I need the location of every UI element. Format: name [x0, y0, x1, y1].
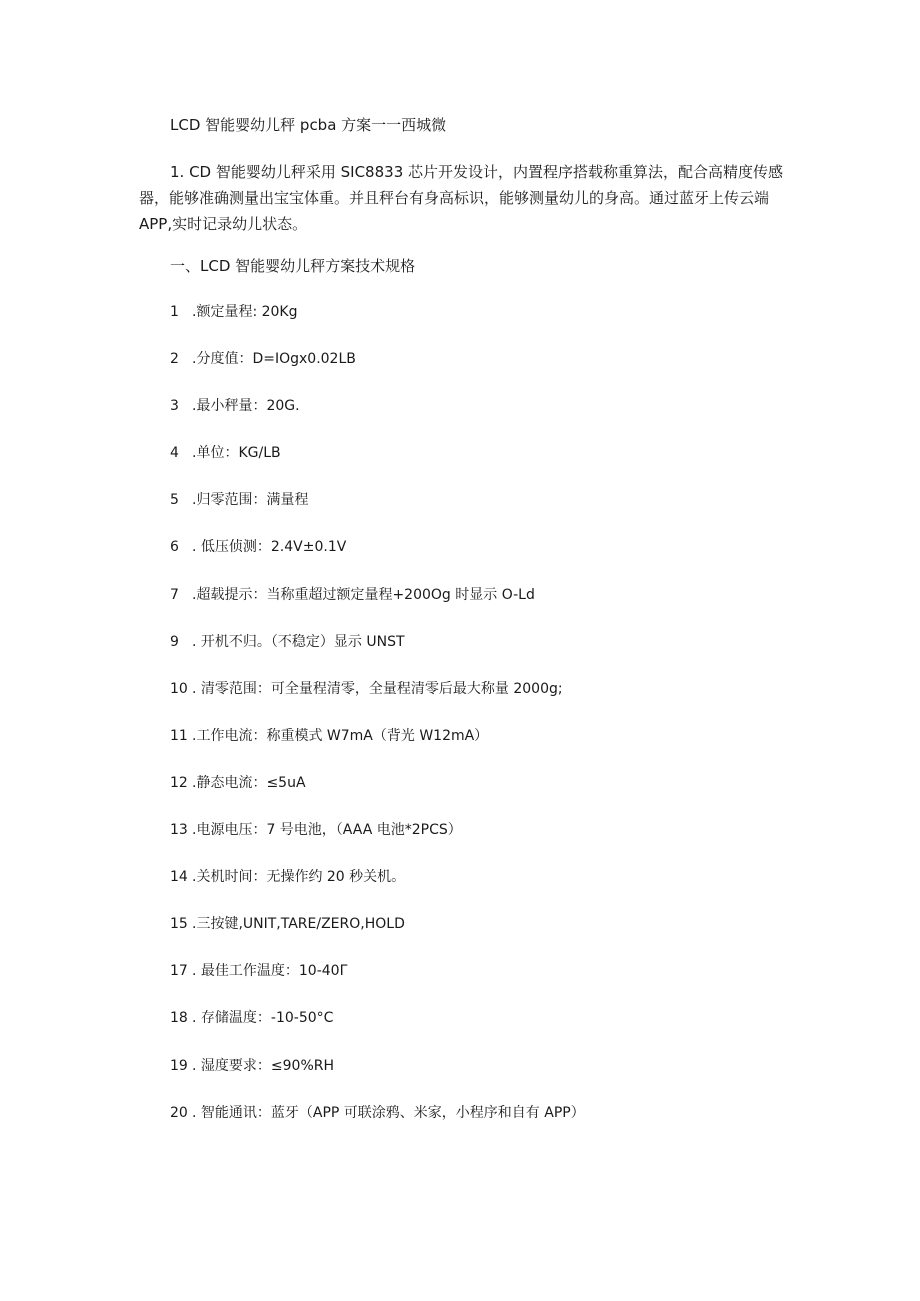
spec-number: 4 — [170, 445, 179, 462]
spec-number: 1 — [170, 304, 179, 320]
spec-item — [170, 1102, 585, 1149]
spec-item — [170, 395, 585, 442]
document-title: LCD 智能婴幼儿秤 pcba 方案一一西城微 — [170, 116, 447, 134]
spec-item — [170, 442, 585, 489]
spec-number: 20 — [170, 1104, 188, 1121]
spec-number: 18 — [170, 1010, 188, 1027]
spec-text: .单位：KG/LB — [192, 445, 281, 462]
spec-number: 11 — [170, 727, 188, 744]
spec-item — [170, 489, 585, 536]
spec-number: 10 — [170, 680, 188, 697]
spec-text: .静态电流：≤5uA — [192, 774, 306, 791]
spec-text: .工作电流：称重模式 W7mA（背光 W12mA） — [192, 727, 489, 744]
spec-item — [170, 1055, 585, 1102]
spec-item — [170, 866, 585, 913]
spec-text: .超载提示：当称重超过额定量程+200Og 时显示 O-Ld — [192, 586, 535, 603]
spec-item — [170, 913, 585, 960]
spec-text: . 最佳工作温度：10-40Γ — [192, 963, 348, 980]
spec-number: 13 — [170, 822, 188, 839]
section-heading: 一、LCD 智能婴幼儿秤方案技术规格 — [170, 257, 416, 275]
spec-item — [170, 725, 585, 772]
spec-number: 15 — [170, 916, 188, 933]
spec-item — [170, 301, 585, 348]
spec-text: .额定量程: 20Kg — [192, 304, 298, 320]
spec-item — [170, 819, 585, 866]
spec-number: 14 — [170, 869, 188, 886]
spec-text: . 低压侦测：2.4V±0.1V — [192, 539, 347, 556]
spec-text: . 湿度要求：≤90%RH — [192, 1057, 335, 1074]
spec-number: 7 — [170, 586, 179, 603]
spec-text: . 存储温度：-10-50°C — [192, 1010, 334, 1027]
spec-item — [170, 678, 585, 725]
spec-number: 19 — [170, 1057, 188, 1074]
spec-item — [170, 348, 585, 395]
spec-text: .分度值：D=IOgx0.02LB — [192, 351, 356, 368]
spec-item — [170, 631, 585, 678]
spec-number: 12 — [170, 774, 188, 791]
spec-item — [170, 772, 585, 819]
spec-number: 9 — [170, 633, 179, 650]
spec-number: 6 — [170, 539, 179, 556]
spec-text: .关机时间：无操作约 20 秒关机。 — [192, 869, 406, 886]
spec-number: 17 — [170, 963, 188, 980]
spec-text: . 清零范围：可全量程清零，全量程清零后最大称量 2000g; — [192, 680, 563, 697]
spec-text: .最小秤量：20G. — [192, 398, 300, 415]
spec-text: . 开机不归。（不稳定）显示 UNST — [192, 633, 405, 650]
spec-number: 2 — [170, 351, 179, 368]
spec-list — [170, 301, 585, 1149]
spec-number: 3 — [170, 398, 179, 415]
spec-item — [170, 960, 585, 1007]
spec-item — [170, 1007, 585, 1054]
spec-item — [170, 584, 585, 631]
spec-number: 5 — [170, 492, 179, 509]
spec-item — [170, 536, 585, 583]
spec-text: .三按键,UNIT,TARE/ZERO,HOLD — [192, 916, 405, 933]
spec-text: .归零范围：满量程 — [192, 492, 309, 509]
spec-text: .电源电压：7 号电池，（AAA 电池*2PCS） — [192, 822, 462, 839]
intro-paragraph: 1. CD 智能婴幼儿秤采用 SIC8833 芯片开发设计，内置程序搭载称重算法，配合高精度传感器，能够准确测量出宝宝体重。并且秤台有身高标识，能够测量幼儿的身高。通过蓝牙上传云端 APP,实时记录幼儿状态。 — [139, 163, 784, 233]
spec-text: . 智能通讯：蓝牙（APP 可联涂鸦、米家，小程序和自有 APP） — [192, 1104, 585, 1121]
